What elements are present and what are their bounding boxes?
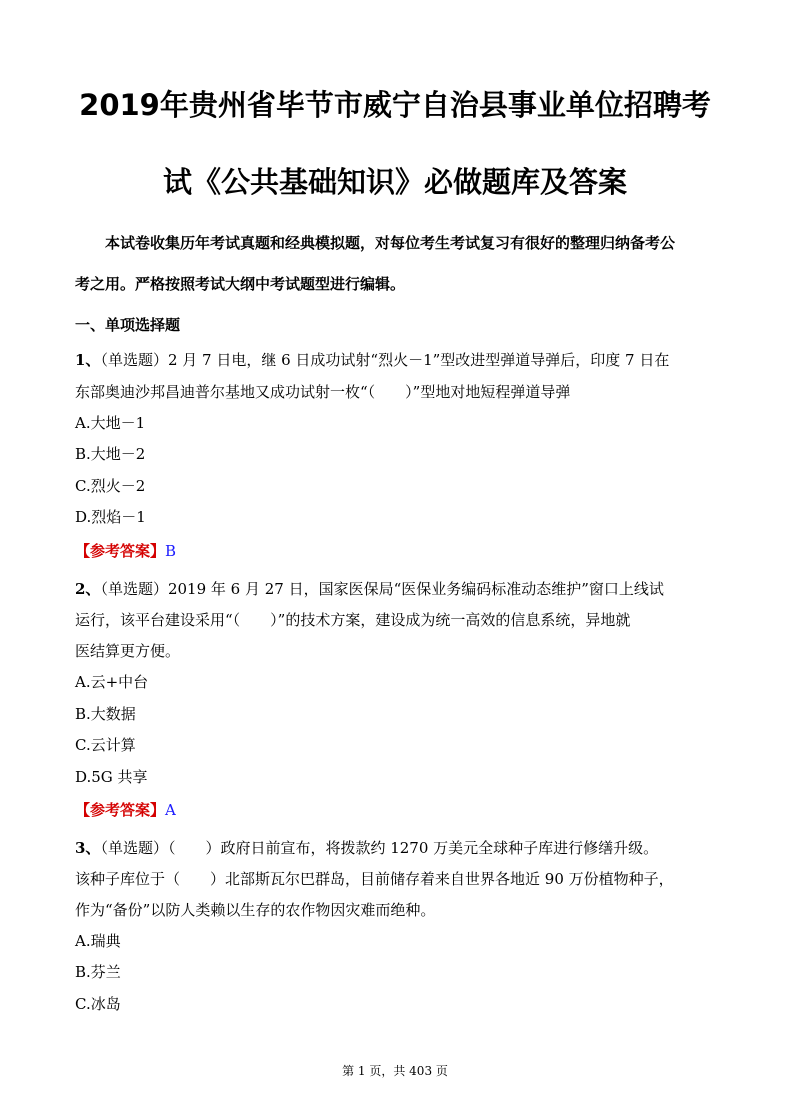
- question-1-answer: [75, 541, 176, 561]
- question-3-option-b: B.芬兰: [75, 963, 121, 981]
- question-2-number: 2、: [75, 580, 101, 598]
- question-2-line-2: 运行，该平台建设采用“（ ）”的技术方案，建设成为统一高效的信息系统，异地就: [75, 611, 631, 629]
- question-3-number: 3、: [75, 839, 101, 857]
- page-footer: 第 1 页，共 403 页: [342, 1064, 448, 1078]
- question-3-text-1: （单选题）（ ）政府日前宣布，将拨款约 1270 万美元全球种子库进行修缮升级。: [100, 839, 659, 857]
- answer-label: 【参考答案】: [75, 801, 166, 819]
- answer-value: A: [165, 801, 176, 819]
- question-2-option-c: C.云计算: [75, 736, 136, 754]
- question-3-option-c: C.冰岛: [75, 995, 121, 1013]
- document-title-line-2: 试《公共基础知识》必做题库及答案: [162, 165, 627, 199]
- question-2-answer: [75, 800, 176, 820]
- question-1-option-c: C.烈火－2: [75, 477, 146, 495]
- question-2-option-b: B.大数据: [75, 705, 136, 723]
- question-3-line-3: 作为“备份”以防人类赖以生存的农作物因灾难而绝种。: [75, 901, 436, 919]
- question-1-option-b: B.大地－2: [75, 445, 146, 463]
- answer-label: 【参考答案】: [75, 542, 166, 560]
- document-title-line-1: 2019年贵州省毕节市威宁自治县事业单位招聘考: [79, 88, 711, 122]
- question-2-line-3: 医结算更方便。: [75, 642, 181, 660]
- question-3-line-1: [75, 838, 658, 858]
- answer-value: B: [165, 542, 177, 560]
- question-1-option-d: D.烈焰－1: [75, 508, 146, 526]
- question-3-line-2: 该种子库位于（ ）北部斯瓦尔巴群岛，目前储存着来自世界各地近 90 万份植物种子，: [75, 870, 674, 888]
- question-2-option-a: A.云+中台: [75, 673, 149, 691]
- question-2-text-1: （单选题）2019 年 6 月 27 日，国家医保局“医保业务编码标准动态维护”窗口上线试: [100, 580, 664, 598]
- intro-paragraph-line-1: 本试卷收集历年考试真题和经典模拟题，对每位考生考试复习有很好的整理归纳备考公: [105, 234, 676, 252]
- section-heading: 一、单项选择题: [75, 316, 181, 334]
- question-2-option-d: D.5G 共享: [75, 768, 148, 786]
- question-1-number: 1、: [75, 351, 101, 369]
- question-3-option-a: A.瑞典: [75, 932, 121, 950]
- question-1-line-2: 东部奥迪沙邦昌迪普尔基地又成功试射一枚“（ ）”型地对地短程弹道导弹: [75, 383, 571, 401]
- question-1-line-1: [75, 350, 669, 370]
- question-1-option-a: A.大地－1: [75, 414, 146, 432]
- question-1-text-1: （单选题）2 月 7 日电，继 6 日成功试射“烈火－1”型改进型弹道导弹后，印度 7 日在: [100, 351, 670, 369]
- intro-paragraph-line-2: 考之用。严格按照考试大纲中考试题型进行编辑。: [75, 275, 406, 293]
- question-2-line-1: [75, 579, 664, 599]
